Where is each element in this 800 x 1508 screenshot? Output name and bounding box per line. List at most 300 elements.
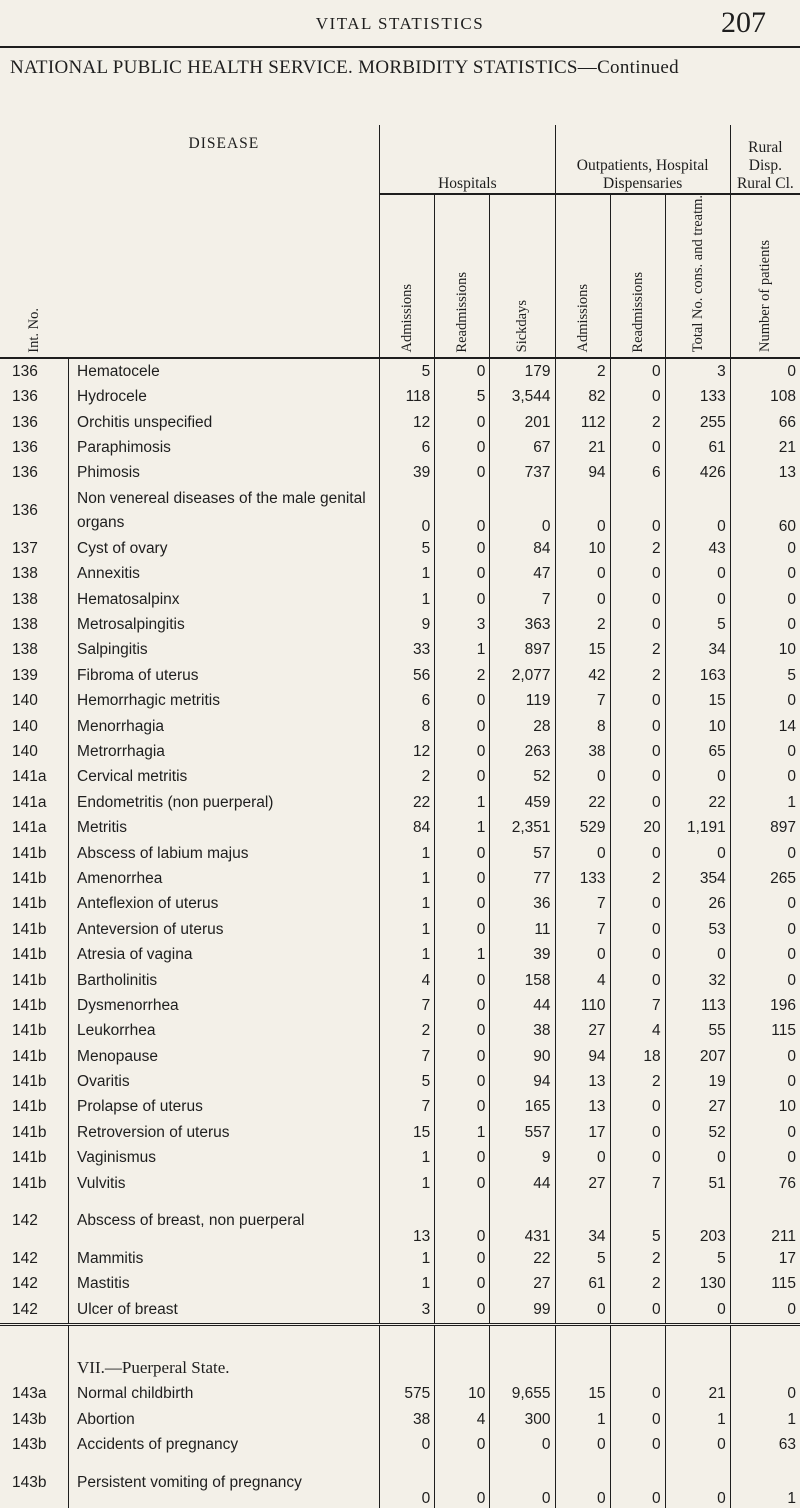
op-readmissions-cell: 0 [610,358,665,384]
table-row [0,739,800,764]
admissions-cell: 1 [380,587,435,612]
sickdays-cell: 363 [490,612,555,637]
sickdays-cell: 99 [490,1297,555,1324]
op-admissions-cell: 0 [555,1432,610,1457]
rural-patients-cell: 0 [730,739,800,764]
table-row [0,358,800,384]
disease-cell: Cyst of ovary [69,536,380,561]
disease-cell: Anteflexion of uterus [69,892,380,917]
sickdays-cell: 9 [490,1146,555,1171]
table-row [0,714,800,739]
disease-cell: Persistent vomiting of pregnancy [69,1458,380,1508]
admissions-cell: 1 [380,841,435,866]
op-admissions-cell: 21 [555,435,610,460]
op-readmissions-cell: 0 [610,790,665,815]
sickdays-cell: 44 [490,993,555,1018]
int-no-cell: 141b [12,869,47,887]
outpatients-group-header: Outpatients, Hospital Dispensaries [555,125,730,194]
disease-cell: Accidents of pregnancy [69,1432,380,1457]
total-cons-cell: 5 [665,612,730,637]
disease-cell: Metrorrhagia [69,739,380,764]
int-no-cell: 138 [12,641,38,659]
sickdays-cell: 47 [490,562,555,587]
sickdays-cell: 39 [490,942,555,967]
sickdays-cell: 67 [490,435,555,460]
section-title: VII.—Puerperal State. [69,1324,380,1382]
rural-patients-cell: 66 [730,410,800,435]
rural-patients-cell: 0 [730,358,800,384]
op-readmissions-cell: 4 [610,1019,665,1044]
rural-patients-cell: 0 [730,536,800,561]
op-readmissions-cell: 0 [610,1120,665,1145]
rural-patients-cell: 1 [730,1407,800,1432]
op-readmissions-cell: 2 [610,1069,665,1094]
op-readmissions-cell: 7 [610,993,665,1018]
op-readmissions-cell: 0 [610,385,665,410]
int-no-cell: 141b [12,844,47,862]
int-no-cell: 141b [12,1123,47,1141]
table-row [0,942,800,967]
table-row [0,1196,800,1246]
op-readmissions-cell: 2 [610,866,665,891]
sickdays-cell: 90 [490,1044,555,1069]
op-admissions-cell: 82 [555,385,610,410]
op-admissions-cell: 8 [555,714,610,739]
int-no-cell: 141b [12,1174,47,1192]
total-cons-header: Total No. cons. and treatm. [665,194,730,358]
op-admissions-cell: 13 [555,1069,610,1094]
int-no-cell: 141b [12,1047,47,1065]
op-admissions-cell: 112 [555,410,610,435]
admissions-cell: 1 [380,1246,435,1271]
sickdays-cell: 94 [490,1069,555,1094]
disease-cell: Normal childbirth [69,1382,380,1407]
readmissions-cell: 0 [435,358,490,384]
op-admissions-cell: 22 [555,790,610,815]
op-admissions-cell: 94 [555,461,610,486]
total-cons-cell: 26 [665,892,730,917]
op-readmissions-cell: 0 [610,942,665,967]
op-admissions-cell: 10 [555,536,610,561]
disease-cell: Orchitis unspecified [69,410,380,435]
op-readmissions-cell: 2 [610,1272,665,1297]
sickdays-cell: 119 [490,689,555,714]
disease-cell: Non venereal diseases of the male genital organs [69,486,380,536]
table-row [0,1044,800,1069]
readmissions-cell: 0 [435,1297,490,1324]
admissions-cell: 6 [380,435,435,460]
op-admissions-cell: 61 [555,1272,610,1297]
readmissions-cell: 0 [435,562,490,587]
disease-header: DISEASE [69,125,380,358]
total-cons-cell: 22 [665,790,730,815]
op-admissions-cell: 0 [555,562,610,587]
int-no-cell: 138 [12,616,38,634]
total-cons-cell: 61 [665,435,730,460]
table-row [0,1069,800,1094]
rural-patients-cell: 0 [730,689,800,714]
disease-cell: Vulvitis [69,1171,380,1196]
readmissions-cell: 2 [435,663,490,688]
readmissions-header: Readmissions [435,194,490,358]
int-no-cell: 141b [12,1022,47,1040]
admissions-cell: 5 [380,536,435,561]
op-readmissions-cell: 0 [610,1382,665,1407]
int-no-cell: 141b [12,1073,47,1091]
rural-patients-cell: 0 [730,562,800,587]
rural-patients-cell: 0 [730,587,800,612]
int-no-cell: 136 [12,464,38,482]
op-admissions-cell: 7 [555,892,610,917]
rural-patients-cell: 63 [730,1432,800,1457]
rural-patients-cell: 10 [730,1095,800,1120]
table-title: NATIONAL PUBLIC HEALTH SERVICE. MORBIDITY STATISTICS—Continued [10,57,679,78]
sickdays-cell: 11 [490,917,555,942]
op-admissions-cell: 17 [555,1120,610,1145]
table-row [0,917,800,942]
disease-cell: Leukorrhea [69,1019,380,1044]
rural-patients-cell: 21 [730,435,800,460]
op-readmissions-cell: 0 [610,1458,665,1508]
readmissions-cell: 0 [435,435,490,460]
op-readmissions-cell: 0 [610,714,665,739]
admissions-cell: 5 [380,358,435,384]
int-no-cell: 142 [12,1212,38,1230]
table-row [0,663,800,688]
disease-cell: Hematosalpinx [69,587,380,612]
sickdays-cell: 431 [490,1196,555,1246]
admissions-cell: 4 [380,968,435,993]
disease-cell: Vaginismus [69,1146,380,1171]
disease-cell: Menorrhagia [69,714,380,739]
readmissions-cell: 0 [435,689,490,714]
op-admissions-cell: 0 [555,765,610,790]
total-cons-cell: 43 [665,536,730,561]
admissions-cell: 38 [380,1407,435,1432]
op-readmissions-cell: 2 [610,663,665,688]
table-row [0,1019,800,1044]
admissions-cell: 6 [380,689,435,714]
admissions-cell: 15 [380,1120,435,1145]
op-admissions-cell: 7 [555,917,610,942]
table-row [0,1432,800,1457]
total-cons-cell: 0 [665,562,730,587]
rural-patients-cell: 0 [730,1044,800,1069]
sickdays-cell: 557 [490,1120,555,1145]
rural-group-header: Rural Disp. Rural Cl. [730,125,800,194]
admissions-cell: 13 [380,1196,435,1246]
table-row [0,1246,800,1271]
rural-patients-cell: 0 [730,917,800,942]
table-row [0,841,800,866]
total-cons-cell: 65 [665,739,730,764]
total-cons-cell: 0 [665,486,730,536]
rural-patients-cell: 0 [730,841,800,866]
sickdays-cell: 300 [490,1407,555,1432]
admissions-cell: 9 [380,612,435,637]
total-cons-cell: 55 [665,1019,730,1044]
readmissions-cell: 0 [435,1246,490,1271]
op-readmissions-cell: 2 [610,1246,665,1271]
rural-patients-cell: 0 [730,942,800,967]
admissions-cell: 0 [380,1458,435,1508]
total-cons-cell: 5 [665,1246,730,1271]
op-readmissions-header: Readmissions [610,194,665,358]
total-cons-cell: 52 [665,1120,730,1145]
rural-patients-cell: 0 [730,968,800,993]
readmissions-cell: 0 [435,410,490,435]
sickdays-cell: 179 [490,358,555,384]
disease-cell: Anteversion of uterus [69,917,380,942]
op-admissions-cell: 133 [555,866,610,891]
op-readmissions-cell: 0 [610,562,665,587]
total-cons-cell: 19 [665,1069,730,1094]
admissions-cell: 575 [380,1382,435,1407]
sickdays-cell: 27 [490,1272,555,1297]
op-readmissions-cell: 7 [610,1171,665,1196]
op-admissions-cell: 110 [555,993,610,1018]
int-no-cell: 141a [12,768,47,786]
table-row [0,1382,800,1407]
rural-patients-cell: 0 [730,1146,800,1171]
admissions-cell: 1 [380,892,435,917]
sickdays-header: Sickdays [490,194,555,358]
readmissions-cell: 0 [435,765,490,790]
rural-patients-cell: 211 [730,1196,800,1246]
int-no-cell: 136 [12,362,38,380]
int-no-header: Int. No. [0,125,69,358]
op-readmissions-cell: 0 [610,486,665,536]
readmissions-cell: 1 [435,815,490,840]
table-row [0,866,800,891]
int-no-cell: 137 [12,539,38,557]
disease-cell: Ovaritis [69,1069,380,1094]
admissions-cell: 1 [380,942,435,967]
admissions-cell: 33 [380,638,435,663]
op-readmissions-cell: 20 [610,815,665,840]
sickdays-cell: 165 [490,1095,555,1120]
disease-cell: Mastitis [69,1272,380,1297]
sickdays-cell: 7 [490,587,555,612]
sickdays-cell: 158 [490,968,555,993]
table-row [0,1297,800,1324]
rural-patients-cell: 0 [730,892,800,917]
op-readmissions-cell: 2 [610,638,665,663]
op-readmissions-cell: 0 [610,892,665,917]
table-row [0,892,800,917]
rural-patients-cell: 76 [730,1171,800,1196]
op-admissions-cell: 15 [555,638,610,663]
readmissions-cell: 0 [435,1432,490,1457]
disease-cell: Amenorrhea [69,866,380,891]
readmissions-cell: 0 [435,587,490,612]
sickdays-cell: 38 [490,1019,555,1044]
rural-patients-cell: 0 [730,1120,800,1145]
op-readmissions-cell: 0 [610,435,665,460]
sickdays-cell: 2,077 [490,663,555,688]
op-readmissions-cell: 0 [610,1095,665,1120]
rural-patients-cell: 13 [730,461,800,486]
rural-patients-cell: 115 [730,1272,800,1297]
readmissions-cell: 4 [435,1407,490,1432]
admissions-header: Admissions [380,194,435,358]
readmissions-cell: 3 [435,612,490,637]
rural-patients-cell: 897 [730,815,800,840]
disease-cell: Menopause [69,1044,380,1069]
op-admissions-cell: 0 [555,841,610,866]
sickdays-cell: 0 [490,1432,555,1457]
disease-cell: Phimosis [69,461,380,486]
rural-patients-cell: 17 [730,1246,800,1271]
int-no-cell: 139 [12,666,38,684]
total-cons-cell: 0 [665,841,730,866]
int-no-cell: 141a [12,793,47,811]
int-no-cell: 141b [12,895,47,913]
int-no-cell: 141b [12,920,47,938]
disease-cell: Cervical metritis [69,765,380,790]
sickdays-cell: 737 [490,461,555,486]
admissions-cell: 1 [380,1171,435,1196]
int-no-cell: 141b [12,996,47,1014]
op-readmissions-cell: 0 [610,917,665,942]
rural-patients-cell: 0 [730,1382,800,1407]
total-cons-cell: 51 [665,1171,730,1196]
total-cons-cell: 27 [665,1095,730,1120]
total-cons-cell: 354 [665,866,730,891]
readmissions-cell: 0 [435,461,490,486]
op-readmissions-cell: 0 [610,587,665,612]
op-admissions-cell: 15 [555,1382,610,1407]
total-cons-cell: 0 [665,1458,730,1508]
admissions-cell: 8 [380,714,435,739]
readmissions-cell: 0 [435,739,490,764]
readmissions-cell: 0 [435,841,490,866]
disease-cell: Abscess of labium majus [69,841,380,866]
sickdays-cell: 22 [490,1246,555,1271]
sickdays-cell: 57 [490,841,555,866]
rural-patients-cell: 5 [730,663,800,688]
op-admissions-cell: 0 [555,587,610,612]
readmissions-cell: 0 [435,536,490,561]
op-admissions-cell: 0 [555,942,610,967]
rural-patients-cell: 14 [730,714,800,739]
total-cons-cell: 426 [665,461,730,486]
int-no-cell: 143b [12,1473,47,1491]
readmissions-cell: 0 [435,486,490,536]
readmissions-cell: 1 [435,638,490,663]
disease-cell: Retroversion of uterus [69,1120,380,1145]
admissions-cell: 12 [380,739,435,764]
table-row [0,790,800,815]
admissions-cell: 2 [380,765,435,790]
disease-cell: Hydrocele [69,385,380,410]
sickdays-cell: 201 [490,410,555,435]
table-row [0,1095,800,1120]
admissions-cell: 1 [380,562,435,587]
table-body [0,358,800,1507]
op-admissions-cell: 2 [555,612,610,637]
admissions-cell: 12 [380,410,435,435]
section-spacer [0,1324,69,1382]
table-row [0,562,800,587]
total-cons-cell: 21 [665,1382,730,1407]
int-no-cell: 141b [12,971,47,989]
sickdays-cell: 36 [490,892,555,917]
total-cons-cell: 163 [665,663,730,688]
admissions-cell: 2 [380,1019,435,1044]
disease-cell: Bartholinitis [69,968,380,993]
sickdays-cell: 3,544 [490,385,555,410]
disease-cell: Fibroma of uterus [69,663,380,688]
sickdays-cell: 28 [490,714,555,739]
total-cons-cell: 0 [665,942,730,967]
op-readmissions-cell: 0 [610,612,665,637]
table-row [0,815,800,840]
sickdays-cell: 0 [490,1458,555,1508]
total-cons-cell: 53 [665,917,730,942]
rural-patients-cell: 0 [730,765,800,790]
table-row [0,638,800,663]
int-no-cell: 141b [12,1098,47,1116]
table-row [0,410,800,435]
int-no-cell: 141b [12,946,47,964]
total-cons-cell: 3 [665,358,730,384]
total-cons-cell: 0 [665,1432,730,1457]
op-admissions-cell: 2 [555,358,610,384]
readmissions-cell: 0 [435,1069,490,1094]
rural-patients-cell: 60 [730,486,800,536]
int-no-cell: 138 [12,590,38,608]
op-readmissions-cell: 0 [610,1407,665,1432]
rural-patients-cell: 1 [730,1458,800,1508]
op-admissions-cell: 0 [555,1458,610,1508]
table-row [0,385,800,410]
rural-patients-cell: 10 [730,638,800,663]
total-cons-cell: 130 [665,1272,730,1297]
op-admissions-cell: 0 [555,486,610,536]
table-row [0,612,800,637]
total-cons-cell: 0 [665,1146,730,1171]
readmissions-cell: 0 [435,993,490,1018]
rural-patients-cell: 0 [730,612,800,637]
int-no-cell: 138 [12,565,38,583]
table-row [0,1120,800,1145]
int-no-cell: 136 [12,502,38,520]
admissions-cell: 84 [380,815,435,840]
sickdays-cell: 52 [490,765,555,790]
disease-cell: Hematocele [69,358,380,384]
admissions-cell: 1 [380,1146,435,1171]
total-cons-cell: 133 [665,385,730,410]
table-row [0,587,800,612]
total-cons-cell: 0 [665,1297,730,1324]
total-cons-cell: 15 [665,689,730,714]
total-cons-cell: 1 [665,1407,730,1432]
op-admissions-cell: 94 [555,1044,610,1069]
table-row [0,486,800,536]
page-number: 207 [721,6,766,39]
readmissions-cell: 10 [435,1382,490,1407]
op-readmissions-cell: 2 [610,536,665,561]
readmissions-cell: 0 [435,1095,490,1120]
disease-cell: Atresia of vagina [69,942,380,967]
table-row [0,1171,800,1196]
table-row [0,461,800,486]
readmissions-cell: 0 [435,1019,490,1044]
table-row [0,765,800,790]
op-admissions-cell: 27 [555,1171,610,1196]
disease-cell: Metritis [69,815,380,840]
